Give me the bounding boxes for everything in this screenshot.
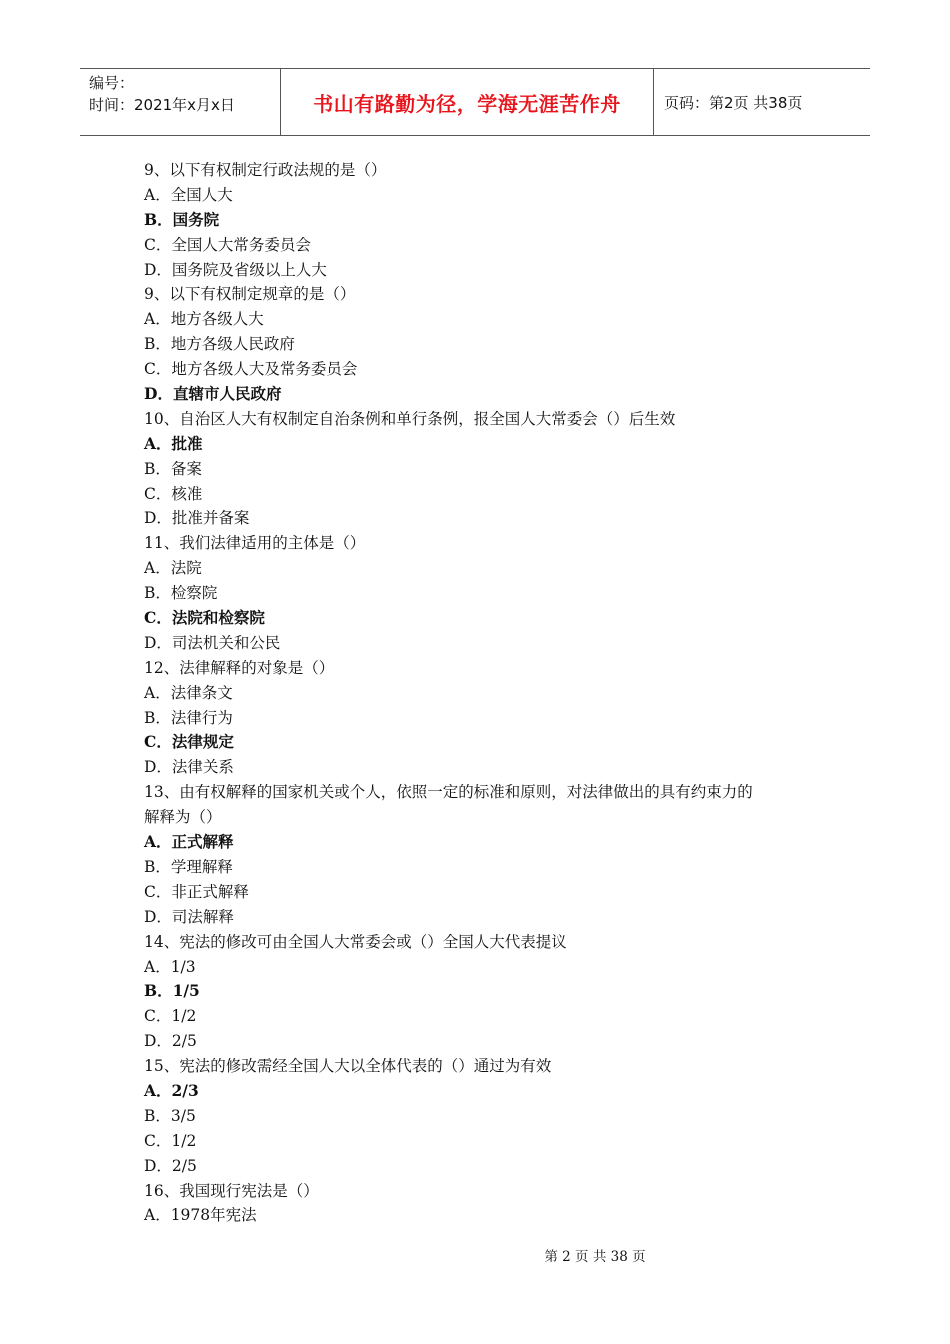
option-text: D．法律关系 xyxy=(144,758,234,777)
option-text: A．1978年宪法 xyxy=(144,1206,257,1225)
question-text: 14、宪法的修改可由全国人大常委会或（）全国人大代表提议 xyxy=(144,932,567,951)
option-text: C．非正式解释 xyxy=(144,882,249,901)
question-text: 10、自治区人大有权制定自治条例和单行条例，报全国人大常委会（）后生效 xyxy=(144,409,676,428)
answer-option: A．批准 xyxy=(144,433,203,453)
option-text: B．地方各级人民政府 xyxy=(144,335,295,354)
motto-text: 书山有路勤为径，学海无涯苦作舟 xyxy=(313,91,621,116)
question-text: 12、法律解释的对象是（） xyxy=(144,658,335,677)
answer-option: A．2/3 xyxy=(144,1080,199,1100)
option-text: A．法律条文 xyxy=(144,683,233,702)
question-text: 15、宪法的修改需经全国人大以全体代表的（）通过为有效 xyxy=(144,1057,552,1076)
answer-option: A．正式解释 xyxy=(144,832,234,852)
option-text: D．司法解释 xyxy=(144,907,234,926)
question-text: 11、我们法律适用的主体是（） xyxy=(144,534,366,553)
page-header xyxy=(80,68,870,136)
question-text: 13、由有权解释的国家机关或个人，依照一定的标准和原则，对法律做出的具有约束力的 xyxy=(144,783,753,802)
header-motto-cell xyxy=(281,69,654,135)
answer-option: C．法院和检察院 xyxy=(144,608,265,628)
question-text: 16、我国现行宪法是（） xyxy=(144,1181,319,1200)
footer-page-number: 第 2 页 共 38 页 xyxy=(544,1249,646,1265)
time-label: 时间：2021年x月x日 xyxy=(89,96,235,114)
answer-option: C．法律规定 xyxy=(144,732,234,752)
question-text: 解释为（） xyxy=(144,808,222,827)
answer-option: B．国务院 xyxy=(144,209,220,229)
option-text: A．法院 xyxy=(144,559,202,578)
header-meta xyxy=(80,69,281,135)
header-page-cell xyxy=(654,69,870,135)
option-text: C．1/2 xyxy=(144,1007,197,1026)
option-text: A．1/3 xyxy=(144,957,196,976)
option-text: A．地方各级人大 xyxy=(144,310,264,329)
answer-option: D．直辖市人民政府 xyxy=(144,384,282,404)
option-text: C．核准 xyxy=(144,484,203,503)
option-text: D．2/5 xyxy=(144,1156,197,1175)
option-text: C．1/2 xyxy=(144,1131,197,1150)
option-text: B．备案 xyxy=(144,459,202,478)
option-text: C．全国人大常务委员会 xyxy=(144,235,311,254)
answer-option: B．1/5 xyxy=(144,981,200,1001)
option-text: B．法律行为 xyxy=(144,708,233,727)
option-text: B．学理解释 xyxy=(144,857,233,876)
option-text: D．批准并备案 xyxy=(144,509,250,528)
page-footer xyxy=(0,1245,950,1265)
option-text: C．地方各级人大及常务委员会 xyxy=(144,360,358,379)
question-text: 9、以下有权制定规章的是（） xyxy=(144,285,356,304)
option-text: A．全国人大 xyxy=(144,185,233,204)
option-text: D．国务院及省级以上人大 xyxy=(144,260,327,279)
question-text: 9、以下有权制定行政法规的是（） xyxy=(144,161,387,179)
option-text: D．2/5 xyxy=(144,1032,197,1051)
option-text: B．检察院 xyxy=(144,584,218,603)
question-list xyxy=(144,158,824,1228)
page-info: 页码：第2页 共38页 xyxy=(664,93,803,112)
option-text: B．3/5 xyxy=(144,1106,196,1125)
option-text: D．司法机关和公民 xyxy=(144,633,281,652)
number-label: 编号： xyxy=(89,74,135,92)
